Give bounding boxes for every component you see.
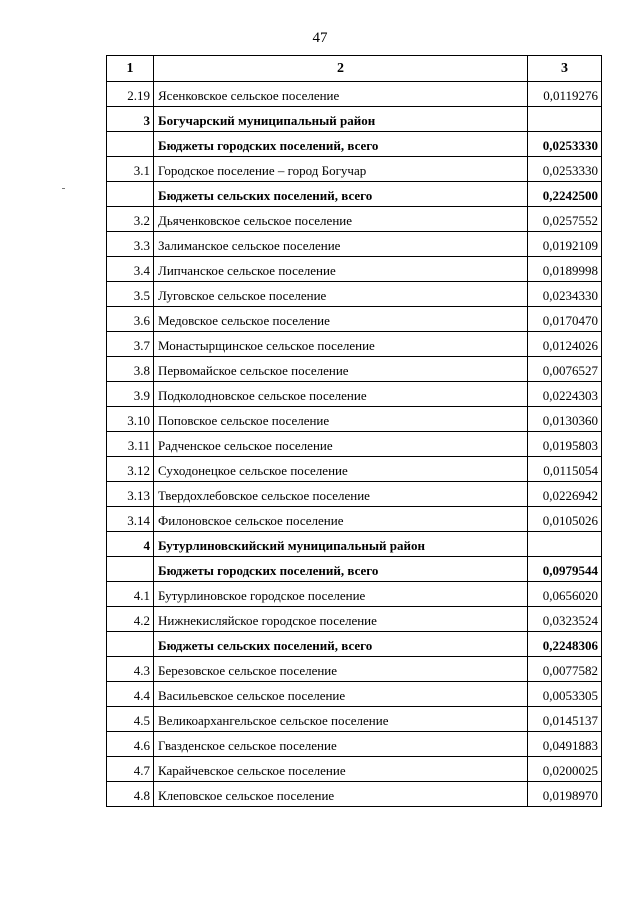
row-number [107, 557, 154, 582]
row-name: Ясенковское сельское поселение [154, 82, 528, 107]
row-name: Дьяченковское сельское поселение [154, 207, 528, 232]
table-row [107, 507, 602, 532]
table-row [107, 182, 602, 207]
row-number: 3.6 [107, 307, 154, 332]
table-row [107, 232, 602, 257]
row-name: Бюджеты сельских поселений, всего [154, 182, 528, 207]
table-row [107, 682, 602, 707]
row-name: Бутурлиновскийский муниципальный район [154, 532, 528, 557]
table-row [107, 532, 602, 557]
table-row [107, 757, 602, 782]
row-number: 4.1 [107, 582, 154, 607]
row-number: 3.14 [107, 507, 154, 532]
page-number: 47 [312, 30, 328, 46]
row-number: 4.4 [107, 682, 154, 707]
row-value [528, 532, 602, 557]
row-value: 0,0189998 [528, 257, 602, 282]
row-name: Великоархангельское сельское поселение [154, 707, 528, 732]
row-number: 3.10 [107, 407, 154, 432]
row-value: 0,0253330 [528, 157, 602, 182]
table-row [107, 657, 602, 682]
row-number: 4.6 [107, 732, 154, 757]
row-name: Монастырщинское сельское поселение [154, 332, 528, 357]
row-value: 0,0115054 [528, 457, 602, 482]
table-row [107, 432, 602, 457]
row-value: 0,0234330 [528, 282, 602, 307]
row-name: Нижнекисляйское городское поселение [154, 607, 528, 632]
row-number: 3.4 [107, 257, 154, 282]
row-number: 2.19 [107, 82, 154, 107]
row-number: 4 [107, 532, 154, 557]
row-value: 0,0226942 [528, 482, 602, 507]
row-value: 0,0253330 [528, 132, 602, 157]
row-name: Филоновское сельское поселение [154, 507, 528, 532]
header-row [107, 56, 602, 82]
row-value: 0,0076527 [528, 357, 602, 382]
row-name: Медовское сельское поселение [154, 307, 528, 332]
row-name: Твердохлебовское сельское поселение [154, 482, 528, 507]
row-number: 4.2 [107, 607, 154, 632]
row-name: Бюджеты городских поселений, всего [154, 557, 528, 582]
row-value: 0,0077582 [528, 657, 602, 682]
row-number: 3.2 [107, 207, 154, 232]
margin-mark [62, 188, 65, 189]
header-col-2: 2 [154, 56, 528, 82]
row-number: 3.5 [107, 282, 154, 307]
row-name: Карайчевское сельское поселение [154, 757, 528, 782]
row-name: Залиманское сельское поселение [154, 232, 528, 257]
table-row [107, 207, 602, 232]
row-number: 3.11 [107, 432, 154, 457]
row-name: Городское поселение – город Богучар [154, 157, 528, 182]
table-row [107, 732, 602, 757]
row-value: 0,0105026 [528, 507, 602, 532]
row-value: 0,0195803 [528, 432, 602, 457]
row-number [107, 632, 154, 657]
table-row [107, 107, 602, 132]
row-value: 0,0170470 [528, 307, 602, 332]
table-row [107, 307, 602, 332]
row-name: Богучарский муниципальный район [154, 107, 528, 132]
row-name: Луговское сельское поселение [154, 282, 528, 307]
header-col-1: 1 [107, 56, 154, 82]
row-value: 0,2248306 [528, 632, 602, 657]
table-row [107, 157, 602, 182]
row-value: 0,0192109 [528, 232, 602, 257]
table-row [107, 557, 602, 582]
table-row [107, 482, 602, 507]
row-name: Бюджеты сельских поселений, всего [154, 632, 528, 657]
row-name: Поповское сельское поселение [154, 407, 528, 432]
row-number: 4.3 [107, 657, 154, 682]
table-row [107, 457, 602, 482]
row-number: 3.9 [107, 382, 154, 407]
row-value: 0,0124026 [528, 332, 602, 357]
row-number: 3.3 [107, 232, 154, 257]
row-value: 0,0491883 [528, 732, 602, 757]
table-row [107, 782, 602, 807]
row-name: Подколодновское сельское поселение [154, 382, 528, 407]
row-name: Васильевское сельское поселение [154, 682, 528, 707]
table-header [107, 56, 602, 82]
table-row [107, 407, 602, 432]
row-value: 0,0130360 [528, 407, 602, 432]
row-name: Радченское сельское поселение [154, 432, 528, 457]
table-row [107, 82, 602, 107]
table-row [107, 582, 602, 607]
table-row [107, 707, 602, 732]
row-number: 3.1 [107, 157, 154, 182]
row-number: 3.7 [107, 332, 154, 357]
row-value: 0,0979544 [528, 557, 602, 582]
row-value: 0,0656020 [528, 582, 602, 607]
row-value [528, 107, 602, 132]
row-value: 0,0200025 [528, 757, 602, 782]
row-name: Липчанское сельское поселение [154, 257, 528, 282]
table-body [107, 82, 602, 807]
table-row [107, 282, 602, 307]
table-row [107, 357, 602, 382]
row-number: 3.8 [107, 357, 154, 382]
table-row [107, 607, 602, 632]
row-number: 3 [107, 107, 154, 132]
row-value: 0,0224303 [528, 382, 602, 407]
table-row [107, 132, 602, 157]
row-value: 0,0053305 [528, 682, 602, 707]
row-number: 4.5 [107, 707, 154, 732]
row-name: Бутурлиновское городское поселение [154, 582, 528, 607]
row-number [107, 182, 154, 207]
row-number [107, 132, 154, 157]
row-name: Клеповское сельское поселение [154, 782, 528, 807]
row-name: Суходонецкое сельское поселение [154, 457, 528, 482]
row-name: Березовское сельское поселение [154, 657, 528, 682]
row-value: 0,0198970 [528, 782, 602, 807]
row-number: 4.7 [107, 757, 154, 782]
table-row [107, 257, 602, 282]
row-value: 0,0323524 [528, 607, 602, 632]
table-row [107, 632, 602, 657]
row-name: Гвазденское сельское поселение [154, 732, 528, 757]
row-value: 0,0145137 [528, 707, 602, 732]
row-number: 3.13 [107, 482, 154, 507]
row-name: Первомайское сельское поселение [154, 357, 528, 382]
row-value: 0,2242500 [528, 182, 602, 207]
row-number: 4.8 [107, 782, 154, 807]
table-row [107, 332, 602, 357]
budget-distribution-table [106, 55, 602, 807]
header-col-3: 3 [528, 56, 602, 82]
row-name: Бюджеты городских поселений, всего [154, 132, 528, 157]
row-value: 0,0257552 [528, 207, 602, 232]
row-number: 3.12 [107, 457, 154, 482]
table-row [107, 382, 602, 407]
row-value: 0,0119276 [528, 82, 602, 107]
